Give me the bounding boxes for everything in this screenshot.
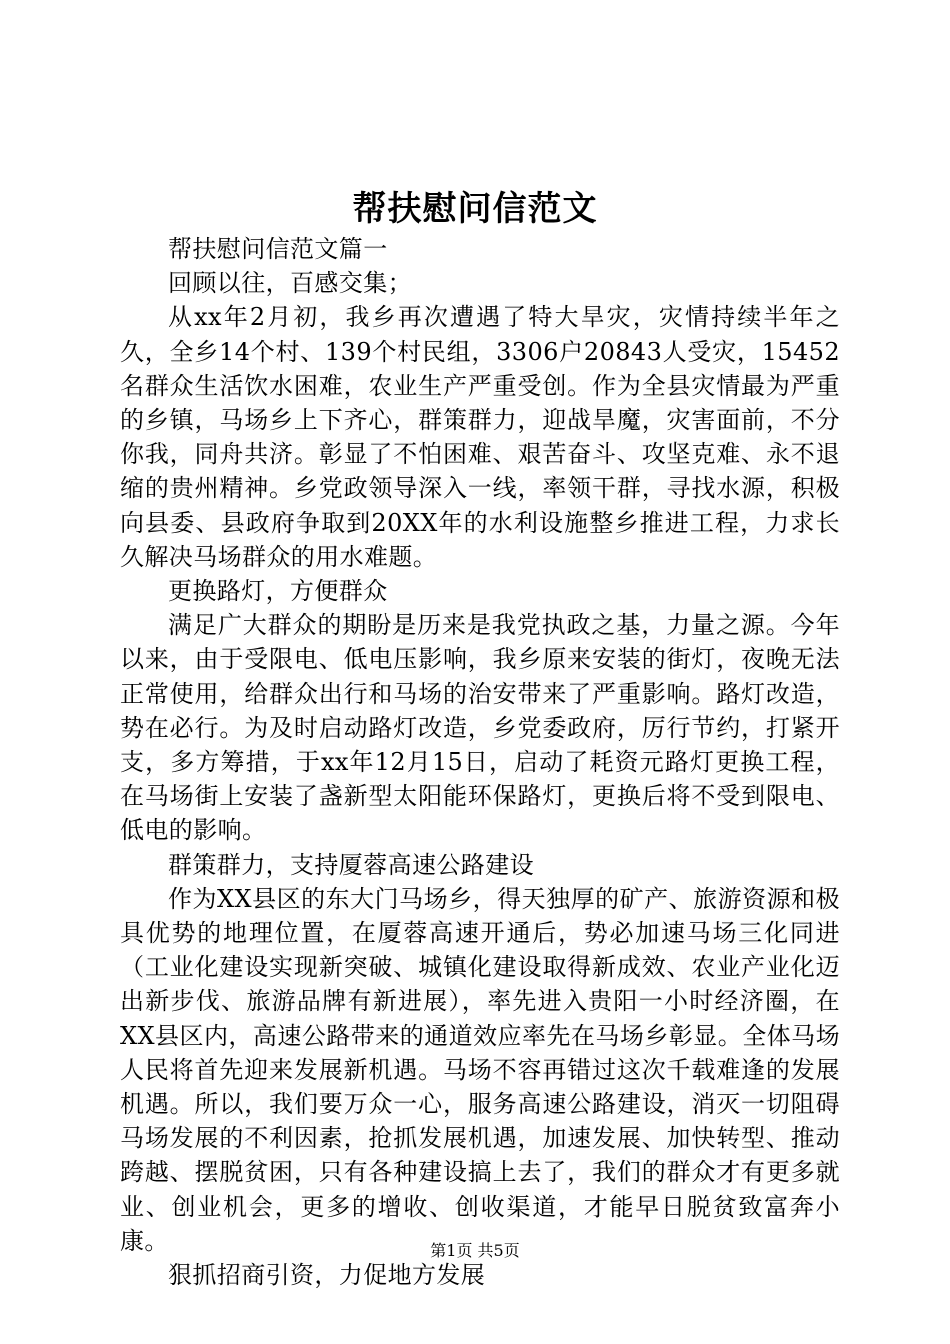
- paragraph: 作为XX县区的东大门马场乡，得天独厚的矿产、旅游资源和极具优势的地理位置，在厦蓉高速开通后，势必加速马场三化同进（工业化建设实现新突破、城镇化建设取得新成效、农业产业化迈出新步伐、旅游品牌有新进展），率先进入贵阳一小时经济圈，在XX县区内，高速公路带来的通道效应率先在马场乡彰显。全体马场人民将首先迎来发展新机遇。马场不容再错过这次千载难逢的发展机遇。所以，我们要万众一心，服务高速公路建设，消灭一切阻碍马场发展的不利因素，抢抓发展机遇，加速发展、加快转型、推动跨越、摆脱贫困，只有各种建设搞上去了，我们的群众才有更多就业、创业机会，更多的增收、创收渠道，才能早日脱贫致富奔小康。: [120, 884, 840, 1255]
- section-heading: 帮扶慰问信范文篇一: [168, 235, 388, 263]
- document-body: [120, 232, 840, 1292]
- paragraph: 满足广大群众的期盼是历来是我党执政之基，力量之源。今年以来，由于受限电、低电压影响，我乡原来安装的街灯，夜晚无法正常使用，给群众出行和马场的治安带来了严重影响。路灯改造，势在必行。为及时启动路灯改造，乡党委政府，厉行节约，打紧开支，多方筹措，于xx年12月15日，启动了耗资元路灯更换工程，在马场街上安装了盏新型太阳能环保路灯，更换后将不受到限电、低电的影响。: [120, 611, 840, 845]
- paragraph: 回顾以往，百感交集；: [168, 269, 412, 298]
- page-footer: 第1页 共5页: [430, 1241, 520, 1260]
- section-heading: 狠抓招商引资，力促地方发展: [168, 1261, 486, 1290]
- section-heading: 更换路灯，方便群众: [168, 577, 388, 606]
- section-heading: 群策群力，支持厦蓉高速公路建设: [168, 850, 534, 879]
- paragraph: 从xx年2月初，我乡再次遭遇了特大旱灾，灾情持续半年之久，全乡14个村、139个村民组，3306户20843人受灾，15452名群众生活饮水困难，农业生产严重受创。作为全县灾情最为严重的乡镇，马场乡上下齐心，群策群力，迎战旱魔，灾害面前，不分你我，同舟共济。彰显了不怕困难、艰苦奋斗、攻坚克难、永不退缩的贵州精神。乡党政领导深入一线，率领干群，寻找水源，积极向县委、县政府争取到20XX年的水利设施整乡推进工程，力求长久解决马场群众的用水难题。: [120, 303, 840, 571]
- document-title: 帮扶慰问信范文: [352, 189, 598, 229]
